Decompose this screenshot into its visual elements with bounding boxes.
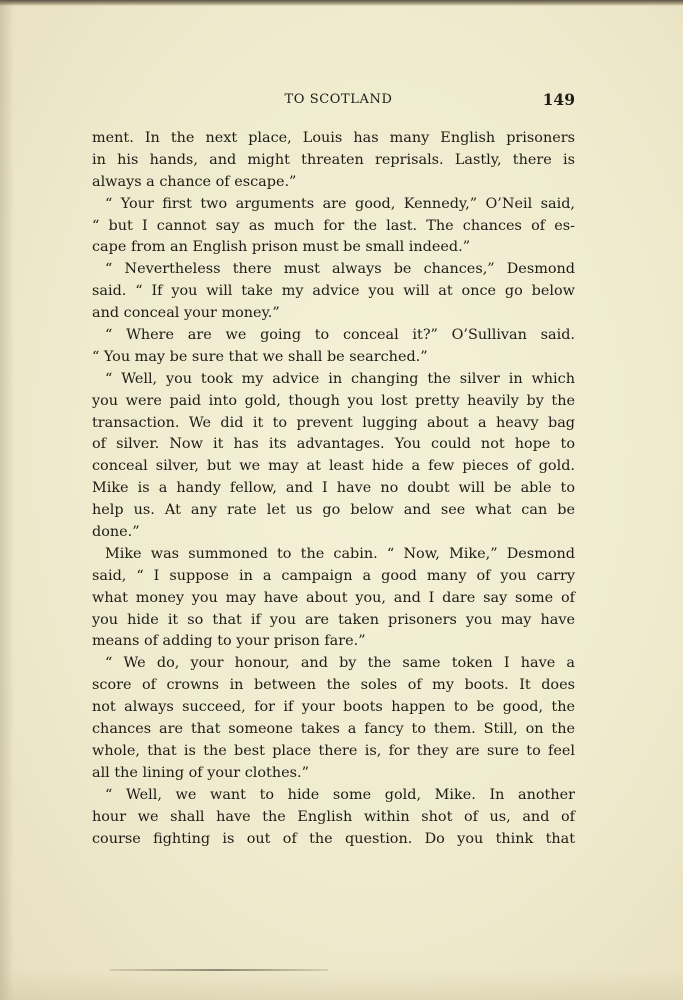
text-line: means of adding to your prison fare.” xyxy=(92,633,366,650)
text-line: and conceal your money.” xyxy=(92,305,280,322)
text-line: done.” xyxy=(92,524,140,541)
text-line: ment. In the next place, Louis has many English prisoners xyxy=(92,130,575,146)
text-line: Mike is a handy fellow, and I have no doubt will be able to xyxy=(92,480,575,497)
text-line: what money you may have about you, and I dare say some of xyxy=(92,589,575,606)
text-line: you hide it so that if you are taken prisoners you may have xyxy=(92,611,575,628)
text-line: said, “ I suppose in a campaign a good many of you carry xyxy=(92,567,575,584)
text-line: “ but I cannot say as much for the last. The chances of es- xyxy=(92,217,575,234)
text-line: chances are that someone takes a fancy to them. Still, on the xyxy=(92,721,575,738)
text-line: transaction. We did it to prevent lugging about a heavy bag xyxy=(92,414,575,431)
text-line: “ We do, your honour, and by the same token I have a xyxy=(105,655,575,672)
text-line: always a chance of escape.” xyxy=(92,173,297,190)
page-number: 149 xyxy=(542,90,575,109)
page-bottom-shade xyxy=(0,970,683,1000)
text-line: “ Your first two arguments are good, Kennedy,” O’Neil said, xyxy=(105,195,575,212)
text-line: of silver. Now it has its advantages. You could not hope to xyxy=(92,436,575,453)
text-line: score of crowns in between the soles of my boots. It does xyxy=(92,677,575,694)
text-line: whole, that is the best place there is, for they are sure to feel xyxy=(92,742,575,759)
text-line: you were paid into gold, though you lost pretty heavily by the xyxy=(92,392,575,409)
text-line: “ Nevertheless there must always be chances,” Desmond xyxy=(105,261,575,278)
running-head: TO SCOTLAND xyxy=(284,92,393,107)
page-header xyxy=(92,90,575,114)
text-line: “ You may be sure that we shall be searched.” xyxy=(92,348,428,365)
text-line: course fighting is out of the question. Do you think that xyxy=(92,830,575,847)
page-gutter-shadow xyxy=(0,0,14,1000)
text-line: “ Well, we want to hide some gold, Mike. In another xyxy=(105,786,575,803)
text-line: conceal silver, but we may at least hide a few pieces of gold. xyxy=(92,458,575,475)
text-line: in his hands, and might threaten reprisals. Lastly, there is xyxy=(92,151,575,168)
text-line: said. “ If you will take my advice you will at once go below xyxy=(92,283,575,300)
text-line: all the lining of your clothes.” xyxy=(92,764,309,781)
text-line: “ Where are we going to conceal it?” O’Sullivan said. xyxy=(105,327,575,344)
text-line: not always succeed, for if your boots happen to be good, the xyxy=(92,699,575,716)
page-top-edge xyxy=(0,0,683,6)
text-line: help us. At any rate let us go below and see what can be xyxy=(92,502,575,519)
text-line: hour we shall have the English within shot of us, and of xyxy=(92,808,575,825)
text-line: “ Well, you took my advice in changing the silver in which xyxy=(105,370,575,387)
body-text xyxy=(92,128,575,850)
text-line: cape from an English prison must be small indeed.” xyxy=(92,239,471,256)
text-line: Mike was summoned to the cabin. “ Now, Mike,” Desmond xyxy=(105,545,575,562)
